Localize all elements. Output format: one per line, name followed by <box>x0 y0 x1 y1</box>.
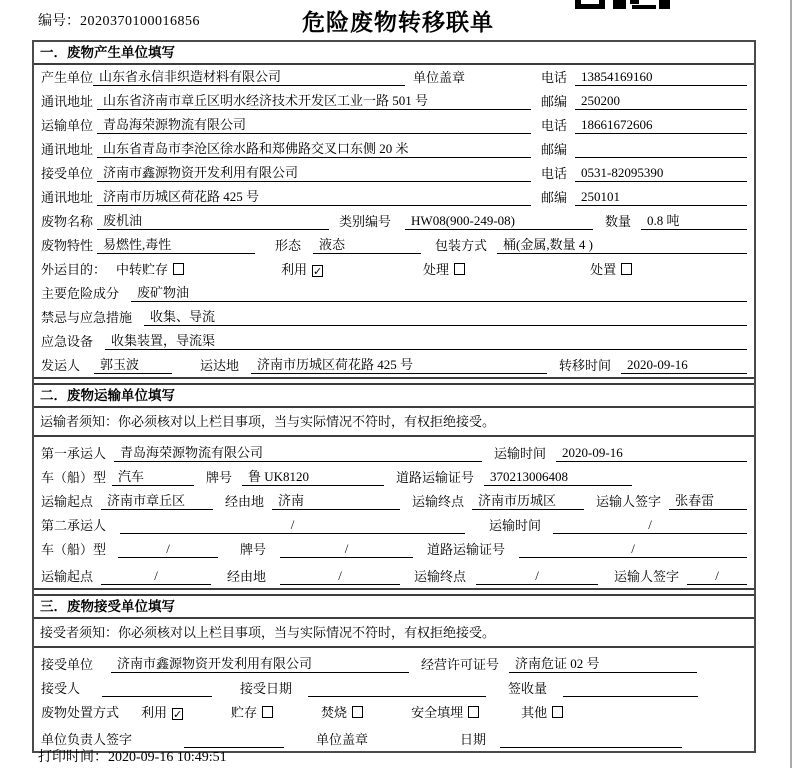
section-producer <box>34 42 754 379</box>
print-time <box>38 746 227 766</box>
hazard-label: 主要危险成分 <box>41 286 120 301</box>
permit-value: 济南危证 02 号 <box>509 655 697 673</box>
equipment-label: 应急设备 <box>41 334 94 349</box>
purpose-option-transfer-label: 中转贮存 <box>116 262 169 277</box>
phone3-value: 0531-82095390 <box>575 164 747 182</box>
page-edge-divider <box>790 0 792 768</box>
phone1-label: 电话 <box>540 70 567 85</box>
purpose-treat-checkbox <box>454 263 465 275</box>
plate1-label: 牌号 <box>206 470 233 485</box>
end2-value: / <box>476 567 598 585</box>
date-value <box>500 747 682 748</box>
shipper-label: 发运人 <box>41 358 81 373</box>
acceptor-label: 接受人 <box>41 681 81 696</box>
transporter-row <box>34 113 754 137</box>
license1-label: 道路运输证号 <box>396 470 475 485</box>
acceptor-value <box>102 696 212 697</box>
origin1-value: 济南市章丘区 <box>101 492 213 510</box>
disposal-store-label: 贮存 <box>231 705 258 720</box>
packing-label: 包装方式 <box>435 238 488 253</box>
plate1-value: 鲁 UK8120 <box>242 468 384 486</box>
phone2-label: 电话 <box>540 118 567 133</box>
vehicle1-row <box>34 465 754 489</box>
purpose-label: 外运目的： <box>41 262 107 277</box>
route2-row <box>34 561 754 588</box>
vehicle2-label: 车（船）型 <box>41 542 107 557</box>
purpose-option-dispose <box>590 261 632 278</box>
purpose-transfer-checkbox <box>173 263 184 275</box>
disposal-option-other <box>521 704 563 721</box>
phone3-label: 电话 <box>540 166 567 181</box>
disposal-landfill-label: 安全填埋 <box>411 705 464 720</box>
addr3-value: 济南市历城区荷花路 425 号 <box>97 188 531 206</box>
time2-value: / <box>553 516 747 534</box>
via2-value: / <box>280 567 400 585</box>
transfer-time-value: 2020-09-16 <box>621 356 747 374</box>
waste-character-row <box>34 233 754 257</box>
permit-label: 经营许可证号 <box>421 657 500 672</box>
vehicle1-label: 车（船）型 <box>41 470 107 485</box>
purpose-option-treat <box>423 261 465 278</box>
producer-address-row <box>34 89 754 113</box>
time2-label: 运输时间 <box>489 518 542 533</box>
accept-date-value <box>308 696 486 697</box>
accept-unit-label: 接受单位 <box>41 657 94 672</box>
acceptor-row <box>34 676 754 700</box>
vehicle2-row <box>34 537 754 561</box>
route1-row <box>34 489 754 513</box>
addr1-label: 通讯地址 <box>41 94 94 109</box>
unit-seal-label: 单位盖章 <box>413 70 466 85</box>
zip2-value <box>575 157 747 158</box>
addr3-label: 通讯地址 <box>41 190 94 205</box>
form-value: 液态 <box>313 236 421 254</box>
disposal-row <box>34 700 754 724</box>
producer-label: 产生单位 <box>41 70 94 85</box>
via1-label: 经由地 <box>225 494 265 509</box>
purpose-dispose-checkbox <box>621 263 632 275</box>
transfer-time-label: 转移时间 <box>559 358 612 373</box>
quantity-label: 数量 <box>605 214 632 229</box>
disposal-other-label: 其他 <box>521 705 548 720</box>
producer-value: 山东省永信非织造材料有限公司 <box>93 68 405 86</box>
waste-name-value: 废机油 <box>97 212 329 230</box>
purpose-option-treat-label: 处理 <box>423 262 450 277</box>
purpose-option-transfer <box>116 261 184 278</box>
accept-unit-row <box>34 648 754 676</box>
origin2-value: / <box>101 567 211 585</box>
zip2-label: 邮编 <box>540 142 567 157</box>
disposal-option-incinerate <box>321 704 363 721</box>
sign1-label: 运输人签字 <box>596 494 662 509</box>
shipper-row <box>34 353 754 377</box>
unit-seal2-label: 单位盖章 <box>316 732 369 747</box>
plate2-label: 牌号 <box>240 542 267 557</box>
license1-value: 370213006408 <box>484 468 632 486</box>
addr1-value: 山东省济南市章丘区明水经济技术开发区工业一路 501 号 <box>97 92 531 110</box>
disposal-landfill-checkbox <box>468 706 479 718</box>
sign2-label: 运输人签字 <box>614 569 680 584</box>
accept-unit-value: 济南市鑫源物资开发利用有限公司 <box>111 655 409 673</box>
character-label: 废物特性 <box>41 238 94 253</box>
zip1-value: 250200 <box>575 92 747 110</box>
carrier2-value: / <box>120 516 465 534</box>
time1-label: 运输时间 <box>494 446 547 461</box>
shipper-value: 郭玉波 <box>94 356 172 374</box>
end1-value: 济南市历城区 <box>472 492 584 510</box>
license2-label: 道路运输证号 <box>427 542 506 557</box>
end2-label: 运输终点 <box>414 569 467 584</box>
via2-label: 经由地 <box>227 569 267 584</box>
page-title: 危险废物转移联单 <box>302 10 494 35</box>
receiver-label: 接受单位 <box>41 166 94 181</box>
transporter-value: 青岛海荣源物流有限公司 <box>97 116 531 134</box>
purpose-row <box>34 257 754 281</box>
sign2-value: / <box>687 567 747 585</box>
phone2-value: 18661672606 <box>575 116 747 134</box>
license2-value: / <box>519 540 747 558</box>
receiver-notice: 接受者须知：你必须核对以上栏目事项，当与实际情况不符时，有权拒绝接受。 <box>34 619 754 648</box>
via1-value: 济南 <box>272 492 400 510</box>
origin2-label: 运输起点 <box>41 569 94 584</box>
serial-value: 2020370100016856 <box>80 14 200 29</box>
date-label: 日期 <box>460 732 487 747</box>
purpose-option-utilize <box>281 261 323 278</box>
disposal-option-landfill <box>411 704 479 721</box>
category-label: 类别编号 <box>339 214 392 229</box>
received-value <box>563 696 698 697</box>
disposal-other-checkbox <box>552 706 563 718</box>
taboo-row <box>34 305 754 329</box>
addr2-value: 山东省青岛市李沧区徐水路和郑佛路交叉口东侧 20 米 <box>97 140 531 158</box>
carrier1-label: 第一承运人 <box>41 446 107 461</box>
quantity-value: 0.8 吨 <box>641 212 747 230</box>
disposal-store-checkbox <box>262 706 273 718</box>
form-label: 形态 <box>275 238 302 253</box>
vehicle2-value: / <box>118 540 218 558</box>
taboo-value: 收集、导流 <box>144 308 747 326</box>
disposal-utilize-label: 利用 <box>141 705 168 720</box>
receiver-address-row <box>34 185 754 209</box>
transporter-notice: 运输者须知：你必须核对以上栏目事项，当与实际情况不符时，有权拒绝接受。 <box>34 408 754 437</box>
received-label: 签收量 <box>508 681 548 696</box>
equipment-value: 收集装置，导流渠 <box>105 332 747 350</box>
carrier1-row <box>34 437 754 465</box>
disposal-label: 废物处置方式 <box>41 705 120 720</box>
transporter-address-row <box>34 137 754 161</box>
section-receiver <box>34 594 754 751</box>
time1-value: 2020-09-16 <box>556 444 747 462</box>
transporter-label: 运输单位 <box>41 118 94 133</box>
section1-title: 一．废物产生单位填写 <box>34 42 754 65</box>
section-transporter <box>34 383 754 590</box>
disposal-incinerate-label: 焚烧 <box>321 705 348 720</box>
accept-date-label: 接受日期 <box>240 681 293 696</box>
equipment-row <box>34 329 754 353</box>
disposal-incinerate-checkbox <box>352 706 363 718</box>
origin1-label: 运输起点 <box>41 494 94 509</box>
receiver-value: 济南市鑫源物资开发利用有限公司 <box>97 164 531 182</box>
dest-value: 济南市历城区荷花路 425 号 <box>251 356 547 374</box>
zip3-label: 邮编 <box>540 190 567 205</box>
hazard-row <box>34 281 754 305</box>
packing-value: 桶(金属,数量 4 ) <box>497 236 747 254</box>
producer-row <box>34 65 754 89</box>
section2-title: 二．废物运输单位填写 <box>34 385 754 408</box>
waste-name-row <box>34 209 754 233</box>
purpose-option-utilize-label: 利用 <box>281 262 308 277</box>
category-value: HW08(900-249-08) <box>405 212 593 230</box>
chief-sign-label: 单位负责人签字 <box>41 732 133 747</box>
dest-label: 运达地 <box>200 358 240 373</box>
purpose-option-dispose-label: 处置 <box>590 262 617 277</box>
qr-code-fragment <box>575 0 670 10</box>
carrier1-value: 青岛海荣源物流有限公司 <box>114 444 482 462</box>
character-value: 易燃性,毒性 <box>97 236 255 254</box>
plate2-value: / <box>280 540 413 558</box>
purpose-utilize-checkbox: ✓ <box>313 265 323 278</box>
addr2-label: 通讯地址 <box>41 142 94 157</box>
end1-label: 运输终点 <box>412 494 465 509</box>
print-time-label: 打印时间： <box>38 750 108 765</box>
disposal-option-store <box>231 704 273 721</box>
serial-label: 编号： <box>38 14 80 29</box>
receiver-row <box>34 161 754 185</box>
print-time-value: 2020-09-16 10:49:51 <box>108 750 227 765</box>
taboo-label: 禁忌与应急措施 <box>41 310 133 325</box>
section3-title: 三．废物接受单位填写 <box>34 596 754 619</box>
sign1-value: 张春雷 <box>669 492 747 510</box>
zip3-value: 250101 <box>575 188 747 206</box>
hazard-value: 废矿物油 <box>131 284 747 302</box>
manifest-form <box>32 40 756 753</box>
zip1-label: 邮编 <box>540 94 567 109</box>
vehicle1-value: 汽车 <box>112 468 194 486</box>
phone1-value: 13854169160 <box>575 68 747 86</box>
carrier2-label: 第二承运人 <box>41 518 107 533</box>
disposal-utilize-checkbox: ✓ <box>173 708 183 721</box>
disposal-option-utilize <box>141 704 183 721</box>
carrier2-row <box>34 513 754 537</box>
waste-name-label: 废物名称 <box>41 214 94 229</box>
